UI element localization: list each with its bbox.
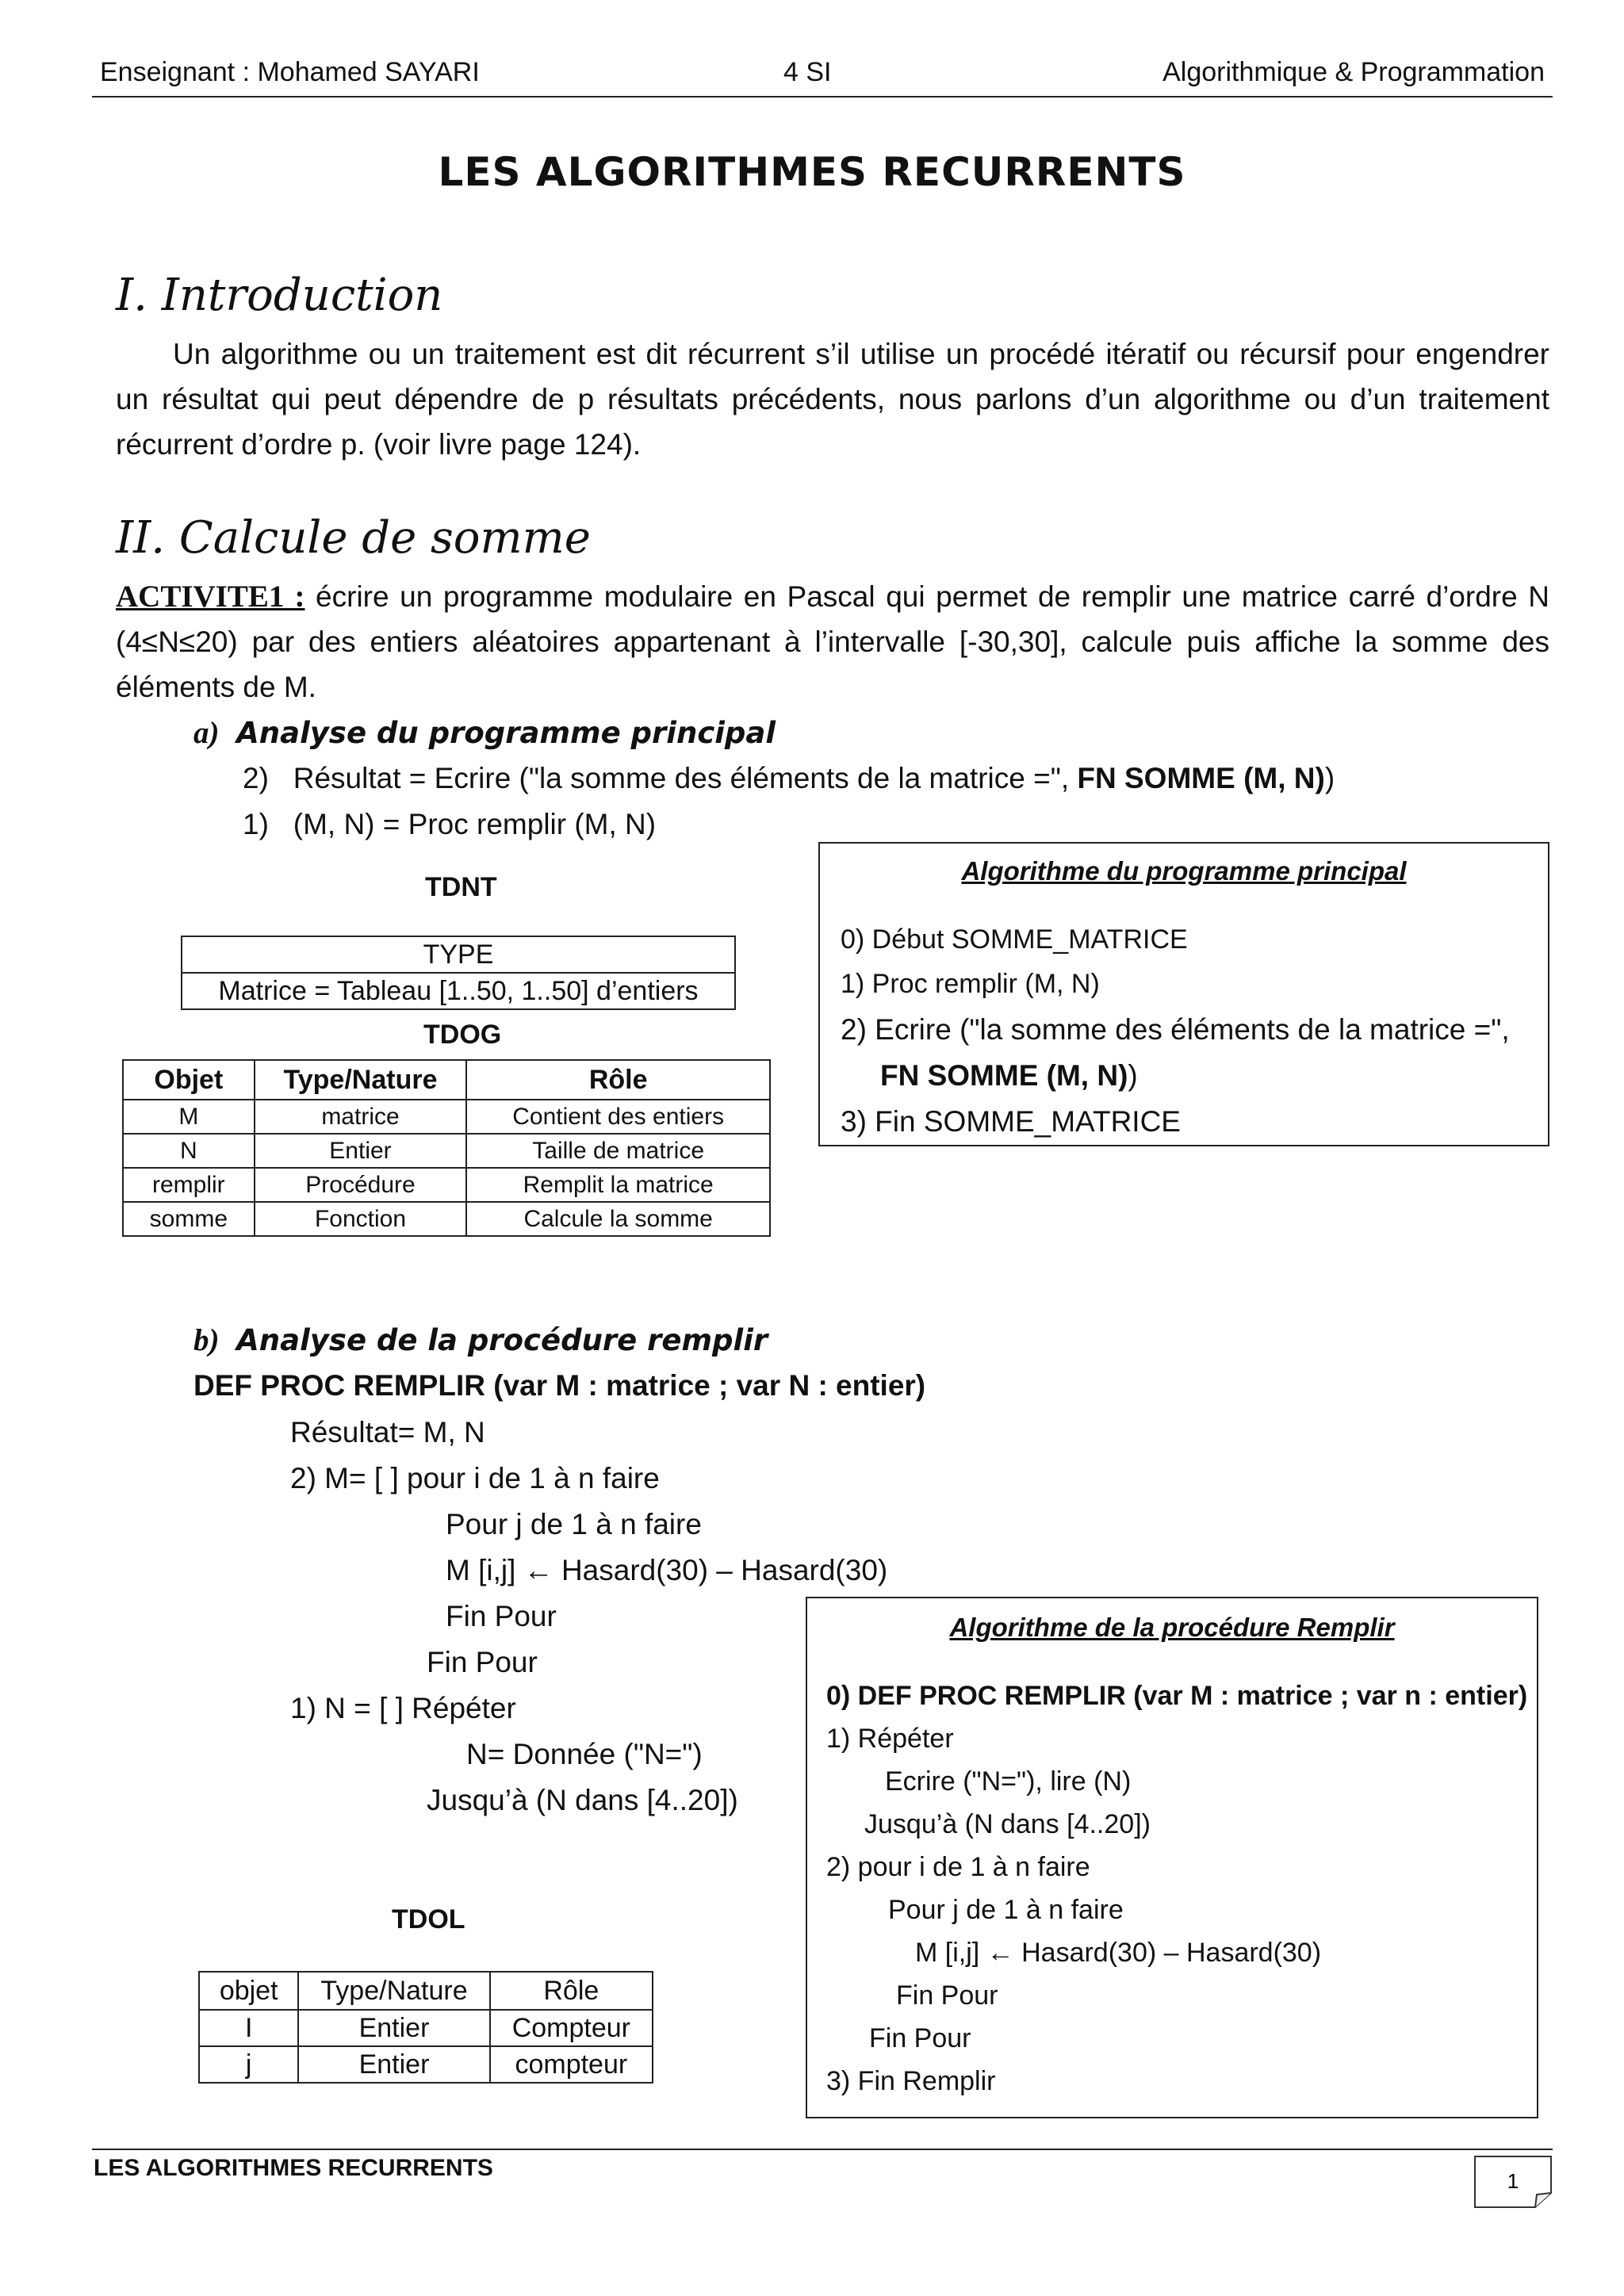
tdog-table	[122, 1059, 771, 1237]
algo-proc-title: Algorithme de la procédure Remplir	[949, 1613, 1395, 1642]
activity-paragraph	[116, 574, 1549, 710]
algo-main-line-0: 0) Début SOMME_MATRICE	[841, 924, 1188, 955]
algo-main-box	[818, 842, 1549, 1146]
table-row	[123, 1202, 770, 1236]
analysis-proc-letter: b)	[193, 1323, 220, 1357]
algo-proc-line-2: 2) pour i de 1 à n faire	[826, 1852, 1090, 1882]
cell: Contient des entiers	[466, 1100, 770, 1134]
algo-proc-line-1b: Jusqu’à (N dans [4..20])	[864, 1809, 1151, 1839]
analysis-proc-step-2d: Fin Pour	[427, 1646, 538, 1678]
tdnt-table	[181, 936, 736, 1010]
intro-heading: I. Introduction	[116, 270, 443, 321]
tdol-table	[198, 1971, 653, 2084]
cell: M	[123, 1100, 255, 1134]
algo-proc-line-1a: Ecrire ("N="), lire (N)	[885, 1766, 1132, 1797]
algo-main-title: Algorithme du programme principal	[961, 856, 1407, 886]
analysis-proc-step-2: 2) M= [ ] pour i de 1 à n faire	[290, 1462, 660, 1494]
header-rule	[92, 96, 1553, 98]
cell: Entier	[298, 2046, 489, 2083]
page-title: LES ALGORITHMES RECURRENTS	[438, 149, 1186, 195]
table-row	[199, 2010, 653, 2046]
tdol-caption: TDOL	[392, 1904, 465, 1934]
analysis-main-title: Analyse du programme principal	[236, 716, 776, 750]
cell: j	[199, 2046, 298, 2083]
algo-main-line-3: 3) Fin SOMME_MATRICE	[841, 1105, 1181, 1138]
line-bold: FN SOMME (M, N)	[1077, 762, 1325, 794]
table-row	[123, 1134, 770, 1168]
tdol-col-objet: objet	[199, 1972, 298, 2010]
line-number: 1)	[243, 808, 269, 840]
algo-main-line-1: 1) Proc remplir (M, N)	[841, 969, 1100, 999]
algo-proc-line-2c: Fin Pour	[896, 1980, 998, 2011]
line-text: (M, N) = Proc remplir (M, N)	[293, 808, 657, 840]
tdog-col-role: Rôle	[466, 1060, 770, 1100]
intro-text: Un algorithme ou un traitement est dit récurrent s’il utilise un procédé itératif ou récursif pour engendrer un résultat qui peut dépendre de p résultats précédents, nous parlons d’un algorithme ou d’un traitement récurrent d’ordre p. (voir livre page 124).	[116, 338, 1549, 461]
cell: Remplit la matrice	[466, 1168, 770, 1202]
analysis-proc-def: DEF PROC REMPLIR (var M : matrice ; var N : entier)	[193, 1369, 926, 1402]
analysis-proc-result: Résultat= M, N	[290, 1416, 485, 1448]
analysis-main-line-1	[243, 808, 656, 841]
header-teacher: Enseignant : Mohamed SAYARI	[100, 57, 480, 87]
cell: Entier	[255, 1134, 467, 1168]
activity-label: ACTIVITE1 :	[116, 580, 305, 614]
footer-rule	[92, 2149, 1553, 2150]
algo-proc-line-2d: Fin Pour	[869, 2023, 971, 2053]
tdol-col-type: Type/Nature	[298, 1972, 489, 2010]
tdol-col-role: Rôle	[490, 1972, 653, 2010]
tdog-caption: TDOG	[423, 1020, 502, 1050]
algo-proc-line-0: 0) DEF PROC REMPLIR (var M : matrice ; var n : entier)	[826, 1681, 1528, 1711]
line-end: )	[1324, 762, 1335, 794]
analysis-proc-step-2a: Pour j de 1 à n faire	[446, 1508, 702, 1540]
table-row	[123, 1100, 770, 1134]
algo-proc-box	[806, 1597, 1538, 2118]
algo-main-close: )	[1128, 1059, 1138, 1092]
cell: N	[123, 1134, 255, 1168]
tdnt-row: Matrice = Tableau [1..50, 1..50] d’entiers	[182, 973, 735, 1009]
table-row	[199, 2046, 653, 2083]
tdog-col-type: Type/Nature	[255, 1060, 467, 1100]
algo-main-fn: FN SOMME (M, N)	[880, 1059, 1128, 1092]
tdnt-header: TYPE	[182, 936, 735, 973]
footer-title: LES ALGORITHMES RECURRENTS	[94, 2155, 493, 2181]
algo-proc-line-2b: M [i,j] ← Hasard(30) – Hasard(30)	[915, 1938, 1322, 1968]
analysis-proc-step-1a: N= Donnée ("N=")	[466, 1738, 703, 1770]
algo-proc-line-1: 1) Répéter	[826, 1724, 954, 1754]
activity-text: écrire un programme modulaire en Pascal qui permet de remplir une matrice carré d’ordre N (4≤N≤20) par des entiers aléatoires appartenant à l’intervalle [-30,30], calcule puis affiche la somme des éléments de M.	[116, 580, 1549, 703]
cell: I	[199, 2010, 298, 2046]
analysis-main-line-2	[243, 762, 1335, 795]
page-number-box	[1473, 2155, 1553, 2209]
analysis-proc-step-2b: M [i,j] ← Hasard(30) – Hasard(30)	[446, 1554, 888, 1586]
analysis-main-heading	[193, 715, 776, 751]
cell: Taille de matrice	[466, 1134, 770, 1168]
header-class: 4 SI	[783, 57, 832, 87]
line-text: Résultat = Ecrire ("la somme des éléments de la matrice =",	[293, 762, 1078, 794]
algo-proc-line-2a: Pour j de 1 à n faire	[888, 1895, 1124, 1925]
section2-heading: II. Calcule de somme	[116, 512, 591, 564]
tdnt-caption: TDNT	[425, 872, 497, 902]
cell: Entier	[298, 2010, 489, 2046]
page-number: 1	[1507, 2169, 1519, 2193]
analysis-proc-title: Analyse de la procédure remplir	[236, 1323, 768, 1357]
analysis-proc-heading	[193, 1322, 768, 1358]
intro-paragraph	[116, 331, 1549, 467]
line-number: 2)	[243, 762, 269, 794]
table-row	[123, 1168, 770, 1202]
cell: compteur	[490, 2046, 653, 2083]
algo-main-line-2b	[880, 1059, 1138, 1093]
cell: Compteur	[490, 2010, 653, 2046]
cell: Calcule la somme	[466, 1202, 770, 1236]
analysis-proc-step-2c: Fin Pour	[446, 1600, 557, 1632]
cell: Fonction	[255, 1202, 467, 1236]
analysis-proc-step-1: 1) N = [ ] Répéter	[290, 1692, 516, 1724]
algo-proc-line-3: 3) Fin Remplir	[826, 2066, 996, 2096]
cell: remplir	[123, 1168, 255, 1202]
analysis-main-letter: a)	[193, 716, 220, 750]
header-subject: Algorithmique & Programmation	[1162, 57, 1545, 87]
cell: matrice	[255, 1100, 467, 1134]
analysis-proc-step-1b: Jusqu’à (N dans [4..20])	[427, 1784, 738, 1816]
cell: Procédure	[255, 1168, 467, 1202]
tdog-col-objet: Objet	[123, 1060, 255, 1100]
algo-main-line-2: 2) Ecrire ("la somme des éléments de la matrice =",	[841, 1013, 1510, 1046]
cell: somme	[123, 1202, 255, 1236]
